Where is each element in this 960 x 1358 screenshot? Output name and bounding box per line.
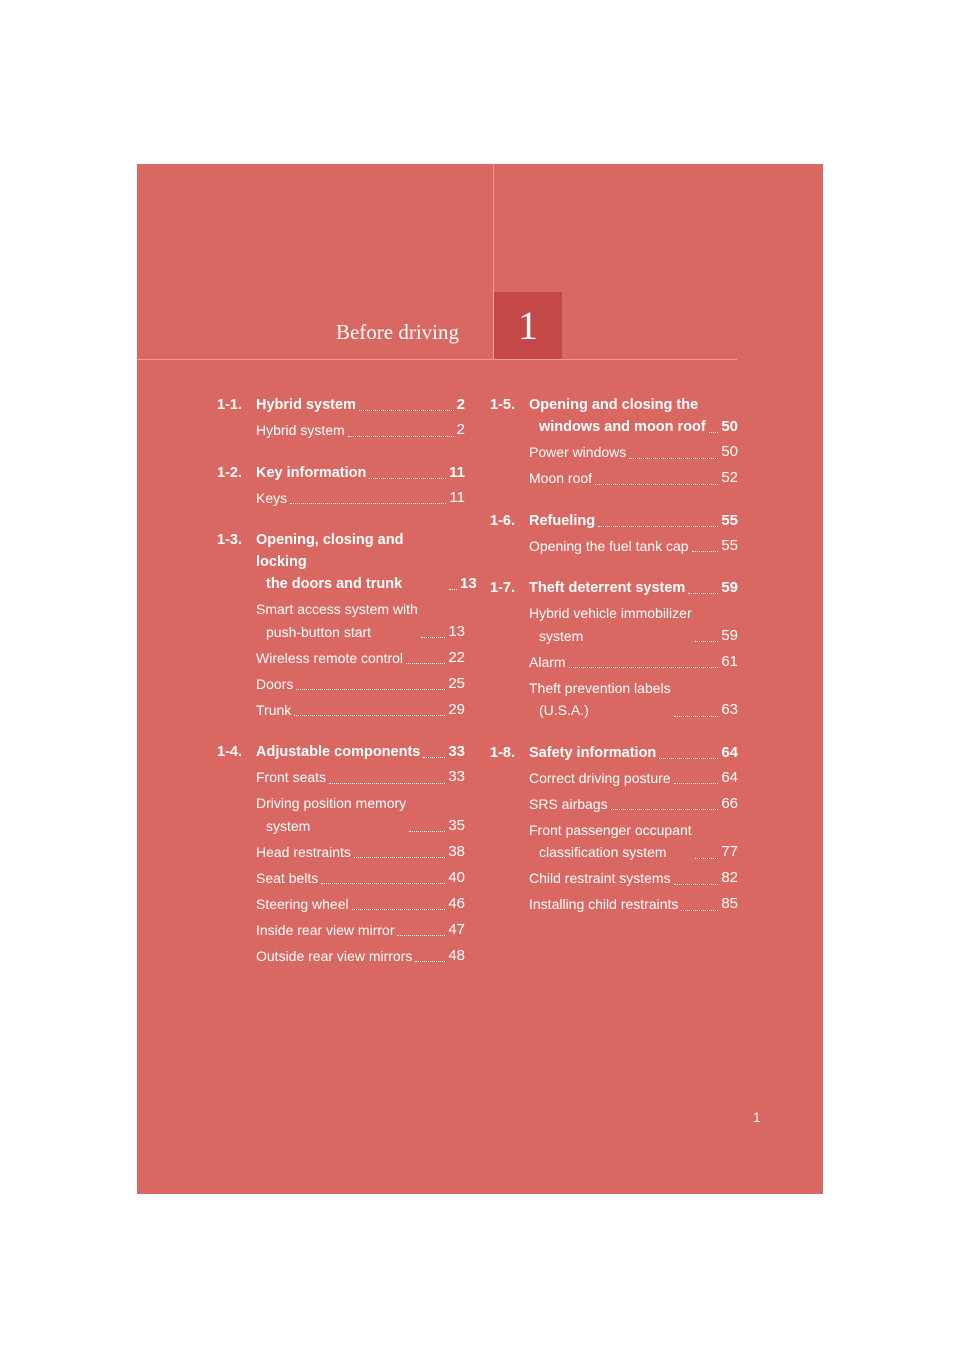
item-title: [529, 793, 608, 816]
section-title-line1: Opening, closing and locking: [256, 532, 404, 570]
leader-dots: [352, 909, 446, 910]
section-title-line2: windows and moon roof: [539, 419, 706, 435]
item-title: [256, 867, 318, 890]
item-title: [256, 893, 349, 916]
item-title: [256, 598, 418, 643]
item-title: [529, 893, 678, 916]
leader-dots: [409, 831, 445, 832]
item-title: [529, 651, 566, 674]
leader-dots: [369, 478, 446, 479]
leader-dots: [415, 961, 445, 962]
toc-item[interactable]: [529, 793, 738, 816]
leader-dots: [659, 758, 718, 759]
section-page: 64: [721, 743, 738, 761]
item-page: 25: [448, 674, 465, 692]
item-title: [256, 647, 403, 670]
section-title-row: [529, 394, 738, 438]
item-title-line1: Front passenger occupant: [529, 821, 692, 838]
item-title-line1: Correct driving posture: [529, 769, 671, 786]
toc-item[interactable]: [529, 893, 738, 916]
leader-dots: [611, 809, 719, 810]
section-title-row: [256, 394, 465, 416]
chapter-number-badge: 1: [494, 292, 562, 359]
section-title-line1: Opening and closing the: [529, 397, 699, 413]
item-title: [529, 602, 692, 647]
item-title-line1: Opening the fuel tank cap: [529, 537, 689, 554]
leader-dots: [290, 503, 446, 504]
toc-item[interactable]: [256, 893, 465, 916]
leader-dots: [321, 883, 445, 884]
section-number: 1-8.: [490, 744, 515, 761]
toc-item[interactable]: [529, 677, 738, 722]
section-page: 59: [721, 579, 738, 596]
toc-section-heading[interactable]: [490, 577, 738, 599]
section-title-line1: Theft deterrent system: [529, 580, 686, 596]
item-page: 11: [449, 488, 465, 506]
page-number: 1: [753, 1109, 761, 1125]
section-entry: [256, 394, 465, 416]
leader-dots: [692, 551, 719, 552]
leader-dots: [629, 458, 718, 459]
section-number: 1-6.: [490, 512, 515, 529]
section-title: [529, 742, 656, 764]
toc-item[interactable]: [256, 598, 465, 643]
section-number: 1-4.: [217, 744, 242, 760]
toc-item[interactable]: [256, 841, 465, 864]
leader-dots: [354, 857, 445, 858]
section-title-row: [256, 462, 465, 484]
toc-item[interactable]: [256, 487, 465, 510]
toc-section-heading[interactable]: [217, 462, 465, 484]
section-title-line1: Hybrid system: [256, 397, 356, 413]
leader-dots: [695, 858, 719, 859]
item-title-line1: Hybrid vehicle immobilizer: [529, 605, 692, 621]
leader-dots: [294, 715, 445, 716]
toc-item[interactable]: [529, 819, 738, 864]
toc-section: [490, 742, 738, 916]
toc-item[interactable]: [256, 699, 465, 722]
section-entry: [529, 577, 738, 599]
section-number: 1-1.: [217, 397, 242, 413]
item-title-line1: SRS airbags: [529, 795, 608, 812]
toc-item[interactable]: [256, 766, 465, 789]
item-title: [529, 767, 671, 790]
leader-dots: [397, 935, 445, 936]
toc-subitems: [256, 487, 465, 510]
toc-section: [490, 394, 738, 490]
toc-item[interactable]: [529, 441, 738, 464]
item-title: [256, 919, 394, 942]
toc-left-column: [217, 394, 477, 987]
leader-dots: [329, 783, 445, 784]
section-title-row: [256, 529, 477, 595]
toc-section-heading[interactable]: [217, 741, 465, 763]
item-title-line1: Driving position memory: [256, 795, 407, 811]
leader-dots: [569, 667, 719, 668]
item-page: 48: [448, 946, 465, 964]
toc-section: [217, 462, 465, 510]
toc-subitems: [256, 598, 465, 721]
item-title-line1: Power windows: [529, 444, 627, 460]
item-title-line1: Alarm: [529, 653, 566, 670]
toc-subitems: [256, 766, 465, 967]
item-page: 77: [721, 843, 738, 860]
item-title-line1: Trunk: [256, 701, 292, 718]
toc-subitems: [529, 441, 738, 490]
item-title-line1: Head restraints: [256, 843, 351, 860]
toc-item[interactable]: [256, 792, 465, 837]
item-title: [256, 487, 287, 510]
section-title: [256, 741, 420, 763]
item-title-line1: Outside rear view mirrors: [256, 947, 413, 964]
item-title: [529, 819, 692, 864]
section-entry: [529, 510, 738, 532]
toc-item[interactable]: [256, 919, 465, 942]
item-title-line1: Steering wheel: [256, 895, 349, 912]
item-title: [256, 841, 351, 864]
item-title: [256, 792, 406, 837]
section-entry: [256, 741, 465, 763]
section-page: 33: [448, 743, 465, 760]
item-title: [529, 467, 592, 490]
section-title: [256, 394, 356, 416]
item-page: 59: [721, 626, 738, 644]
item-page: 61: [721, 652, 738, 670]
toc-item[interactable]: [529, 651, 738, 674]
toc-section: [217, 529, 477, 721]
item-title-line1: Doors: [256, 675, 294, 692]
toc-item[interactable]: [256, 647, 465, 670]
section-page: 11: [449, 463, 465, 481]
leader-dots: [688, 593, 718, 594]
leader-dots: [674, 716, 719, 717]
item-page: 46: [448, 894, 465, 912]
leader-dots: [359, 410, 454, 411]
toc-subitems: [529, 602, 738, 722]
item-title: [256, 419, 345, 442]
item-page: 63: [721, 701, 738, 718]
toc-section-heading[interactable]: [217, 394, 465, 416]
section-title-line1: Safety information: [529, 744, 657, 761]
section-title: [256, 462, 366, 484]
item-page: 2: [456, 421, 465, 438]
toc-item[interactable]: [529, 467, 738, 490]
toc-section: [217, 394, 465, 442]
item-title-line1: Keys: [256, 489, 288, 506]
item-page: 40: [448, 868, 465, 886]
section-number: 1-7.: [490, 580, 515, 596]
section-number: 1-2.: [217, 464, 242, 481]
toc-subitems: [529, 767, 738, 916]
item-title-line2: classification system: [539, 844, 667, 860]
item-title: [529, 535, 689, 558]
item-page: 29: [448, 700, 465, 718]
item-page: 82: [721, 869, 738, 886]
item-title: [529, 677, 671, 722]
section-entry: [529, 742, 738, 764]
item-title-line1: Front seats: [256, 769, 327, 785]
item-title-line1: Installing child restraints: [529, 896, 679, 912]
item-title-line1: Hybrid system: [256, 422, 345, 438]
item-page: 22: [448, 648, 465, 666]
toc-section-heading[interactable]: [490, 394, 738, 438]
toc-section-heading[interactable]: [490, 742, 738, 764]
item-page: 38: [448, 842, 465, 860]
section-title-row: [529, 742, 738, 764]
toc-item[interactable]: [256, 673, 465, 696]
horizontal-divider: [137, 359, 737, 360]
toc-item[interactable]: [529, 867, 738, 890]
item-page: 13: [448, 622, 465, 640]
toc-section-heading[interactable]: [217, 529, 477, 595]
chapter-title: Before driving: [335, 320, 459, 344]
item-title: [256, 699, 291, 722]
section-page: 50: [721, 418, 738, 435]
section-entry: [256, 462, 465, 484]
leader-dots: [423, 757, 445, 758]
toc-item[interactable]: [529, 535, 738, 558]
toc-section: [490, 510, 738, 558]
leader-dots: [674, 783, 719, 784]
section-number: 1-5.: [490, 397, 515, 413]
item-title: [529, 867, 671, 890]
section-title-line2: the doors and trunk: [266, 576, 403, 592]
item-title-line1: Wireless remote control: [256, 649, 404, 666]
section-title-row: [529, 510, 738, 532]
item-page: 47: [448, 920, 465, 938]
section-page: 2: [456, 396, 465, 413]
toc-item[interactable]: [256, 867, 465, 890]
leader-dots: [598, 526, 718, 527]
item-page: 52: [721, 469, 738, 486]
leader-dots: [674, 884, 719, 885]
section-title: [529, 394, 706, 438]
leader-dots: [421, 637, 445, 638]
item-title-line1: Inside rear view mirror: [256, 921, 395, 938]
toc-subitems: [256, 419, 465, 442]
toc-section: [217, 741, 465, 967]
toc-right-column: [490, 394, 738, 936]
item-title: [256, 766, 326, 789]
item-page: 66: [721, 794, 738, 812]
section-title-line1: Refueling: [529, 512, 596, 529]
section-title-line1: Key information: [256, 464, 367, 481]
item-title-line1: Smart access system with: [256, 601, 418, 617]
toc-item[interactable]: [256, 945, 465, 968]
item-page: 64: [721, 768, 738, 786]
leader-dots: [449, 589, 457, 590]
item-title-line2: (U.S.A.): [539, 702, 589, 718]
item-title-line1: Theft prevention labels: [529, 679, 671, 696]
toc-section-heading[interactable]: [490, 510, 738, 532]
item-page: 33: [448, 768, 465, 785]
item-title-line1: Moon roof: [529, 470, 593, 486]
item-page: 85: [721, 895, 738, 912]
chapter-page: [137, 164, 823, 1194]
item-page: 50: [721, 443, 738, 460]
item-title-line2: push-button start: [266, 623, 372, 640]
section-title-row: [256, 741, 465, 763]
section-entry: [529, 394, 738, 438]
section-number: 1-3.: [217, 532, 242, 548]
toc-item[interactable]: [529, 602, 738, 647]
leader-dots: [348, 436, 454, 437]
item-page: 35: [448, 816, 465, 834]
toc-section: [490, 577, 738, 722]
item-title: [256, 673, 293, 696]
toc-subitems: [529, 535, 738, 558]
section-title: [529, 577, 685, 599]
item-title: [256, 945, 412, 968]
leader-dots: [406, 663, 445, 664]
section-page: 55: [721, 511, 738, 529]
section-title-line1: Adjustable components: [256, 744, 421, 760]
section-entry: [256, 529, 477, 595]
leader-dots: [681, 910, 718, 911]
item-title-line1: Seat belts: [256, 869, 319, 886]
section-title: [529, 510, 595, 532]
item-title: [529, 441, 626, 464]
toc-item[interactable]: [256, 419, 465, 442]
item-title-line2: system: [539, 627, 584, 644]
item-title-line1: Child restraint systems: [529, 870, 671, 886]
section-title-row: [529, 577, 738, 599]
leader-dots: [709, 432, 719, 433]
item-title-line2: system: [266, 817, 311, 834]
section-title: [256, 529, 446, 595]
section-page: 13: [460, 575, 477, 592]
toc-item[interactable]: [529, 767, 738, 790]
leader-dots: [296, 689, 445, 690]
item-page: 55: [721, 536, 738, 554]
leader-dots: [695, 641, 719, 642]
leader-dots: [595, 484, 718, 485]
